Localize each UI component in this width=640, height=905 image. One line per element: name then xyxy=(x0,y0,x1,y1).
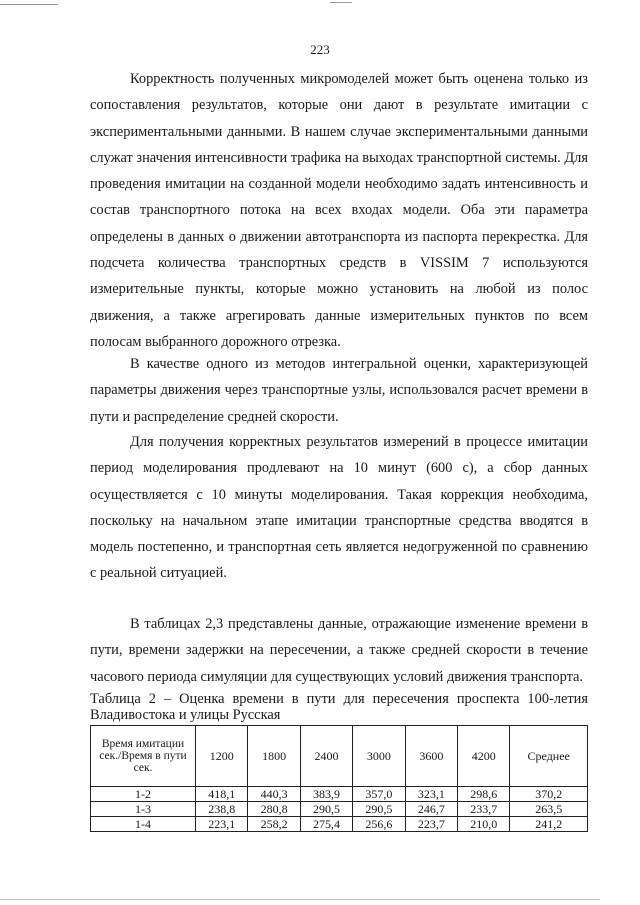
page-number: 223 xyxy=(310,42,330,57)
table-cell: 238,8 xyxy=(196,802,248,817)
table-cell: 1-4 xyxy=(91,817,196,832)
table-cell: 258,2 xyxy=(248,817,300,832)
table-cell: 290,5 xyxy=(353,802,405,817)
table-header-cell: Среднее xyxy=(510,726,588,787)
table-cell: 275,4 xyxy=(300,817,352,832)
table-cell: 1-3 xyxy=(91,802,196,817)
paragraph-1 xyxy=(90,66,588,355)
table-cell: 246,7 xyxy=(405,802,457,817)
table-header-cell: 4200 xyxy=(458,726,510,787)
table-row xyxy=(91,787,588,802)
table-cell: 357,0 xyxy=(353,787,405,802)
table-cell: 418,1 xyxy=(196,787,248,802)
paragraph-4 xyxy=(90,611,588,690)
table-header-cell: Время имитации сек./Время в пути сек. xyxy=(91,726,196,787)
table-cell: 280,8 xyxy=(248,802,300,817)
table-cell: 223,1 xyxy=(196,817,248,832)
table-header-cell: 3600 xyxy=(405,726,457,787)
table-header-cell: 2400 xyxy=(300,726,352,787)
table-caption: Таблица 2 – Оценка времени в пути для пересечения проспекта 100-летия Владивостока и улицы Русская xyxy=(90,691,588,723)
scan-edge-line-bottom xyxy=(0,899,600,900)
table-cell: 383,9 xyxy=(300,787,352,802)
table-row xyxy=(91,817,588,832)
paragraph-3-text: Для получения корректных результатов измерений в процессе имитации период моделирования продлевают на 10 минут (600 с), а сбор данных осуществляется с 10 минуты моделирования. Такая коррекция необходима, поскольку на начальном этапе имитации транспортные средства вводятся в модель постепенно, и транспортная сеть является недогруженной по сравнению с реальной ситуацией. xyxy=(90,434,588,582)
table-header-cell: 1800 xyxy=(248,726,300,787)
table-cell: 298,6 xyxy=(458,787,510,802)
table-cell: 256,6 xyxy=(353,817,405,832)
table-header-cell: 1200 xyxy=(196,726,248,787)
paragraph-3 xyxy=(90,429,588,587)
table-cell: 290,5 xyxy=(300,802,352,817)
table-cell: 223,7 xyxy=(405,817,457,832)
table-cell: 440,3 xyxy=(248,787,300,802)
paragraph-1-text: Корректность полученных микромоделей может быть оценена только из сопоставления результатов, которые они дают в результате имитации с экспериментальными данными. В нашем случае экспериментальными данными служат значения интенсивности трафика на выходах транспортной системы. Для проведения имитации на созданной модели необходимо задать интенсивность и состав транспортного потока на всех входах модели. Оба эти параметра определены в данных о движении автотранспорта из паспорта перекрестка. Для подсчета количества транспортных средств в VISSIM 7 используются измерительные пункты, которые можно установить на любой из полос движения, а также агрегировать данные измерительных пунктов по всем полосам выбранного дорожного отрезка. xyxy=(90,71,588,350)
paragraph-2-text: В качестве одного из методов интегральной оценки, характеризующей параметры движения через транспортные узлы, использовался расчет времени в пути и распределение средней скорости. xyxy=(90,356,588,425)
scan-edge-line-top-mid xyxy=(330,2,352,3)
scan-edge-line-top-left xyxy=(0,4,58,5)
table-cell: 241,2 xyxy=(510,817,588,832)
travel-time-table xyxy=(90,725,588,832)
table-cell: 210,0 xyxy=(458,817,510,832)
paragraph-4-text: В таблицах 2,3 представлены данные, отражающие изменение времени в пути, времени задержки на пересечении, а также средней скорости в течение часового периода симуляции для существующих условий движения транспорта. xyxy=(90,616,588,685)
paragraph-2 xyxy=(90,351,588,430)
table-cell: 323,1 xyxy=(405,787,457,802)
table-cell: 370,2 xyxy=(510,787,588,802)
table-cell: 1-2 xyxy=(91,787,196,802)
table-header-cell: 3000 xyxy=(353,726,405,787)
table-header-row xyxy=(91,726,588,787)
table-row xyxy=(91,802,588,817)
table-cell: 233,7 xyxy=(458,802,510,817)
table-cell: 263,5 xyxy=(510,802,588,817)
